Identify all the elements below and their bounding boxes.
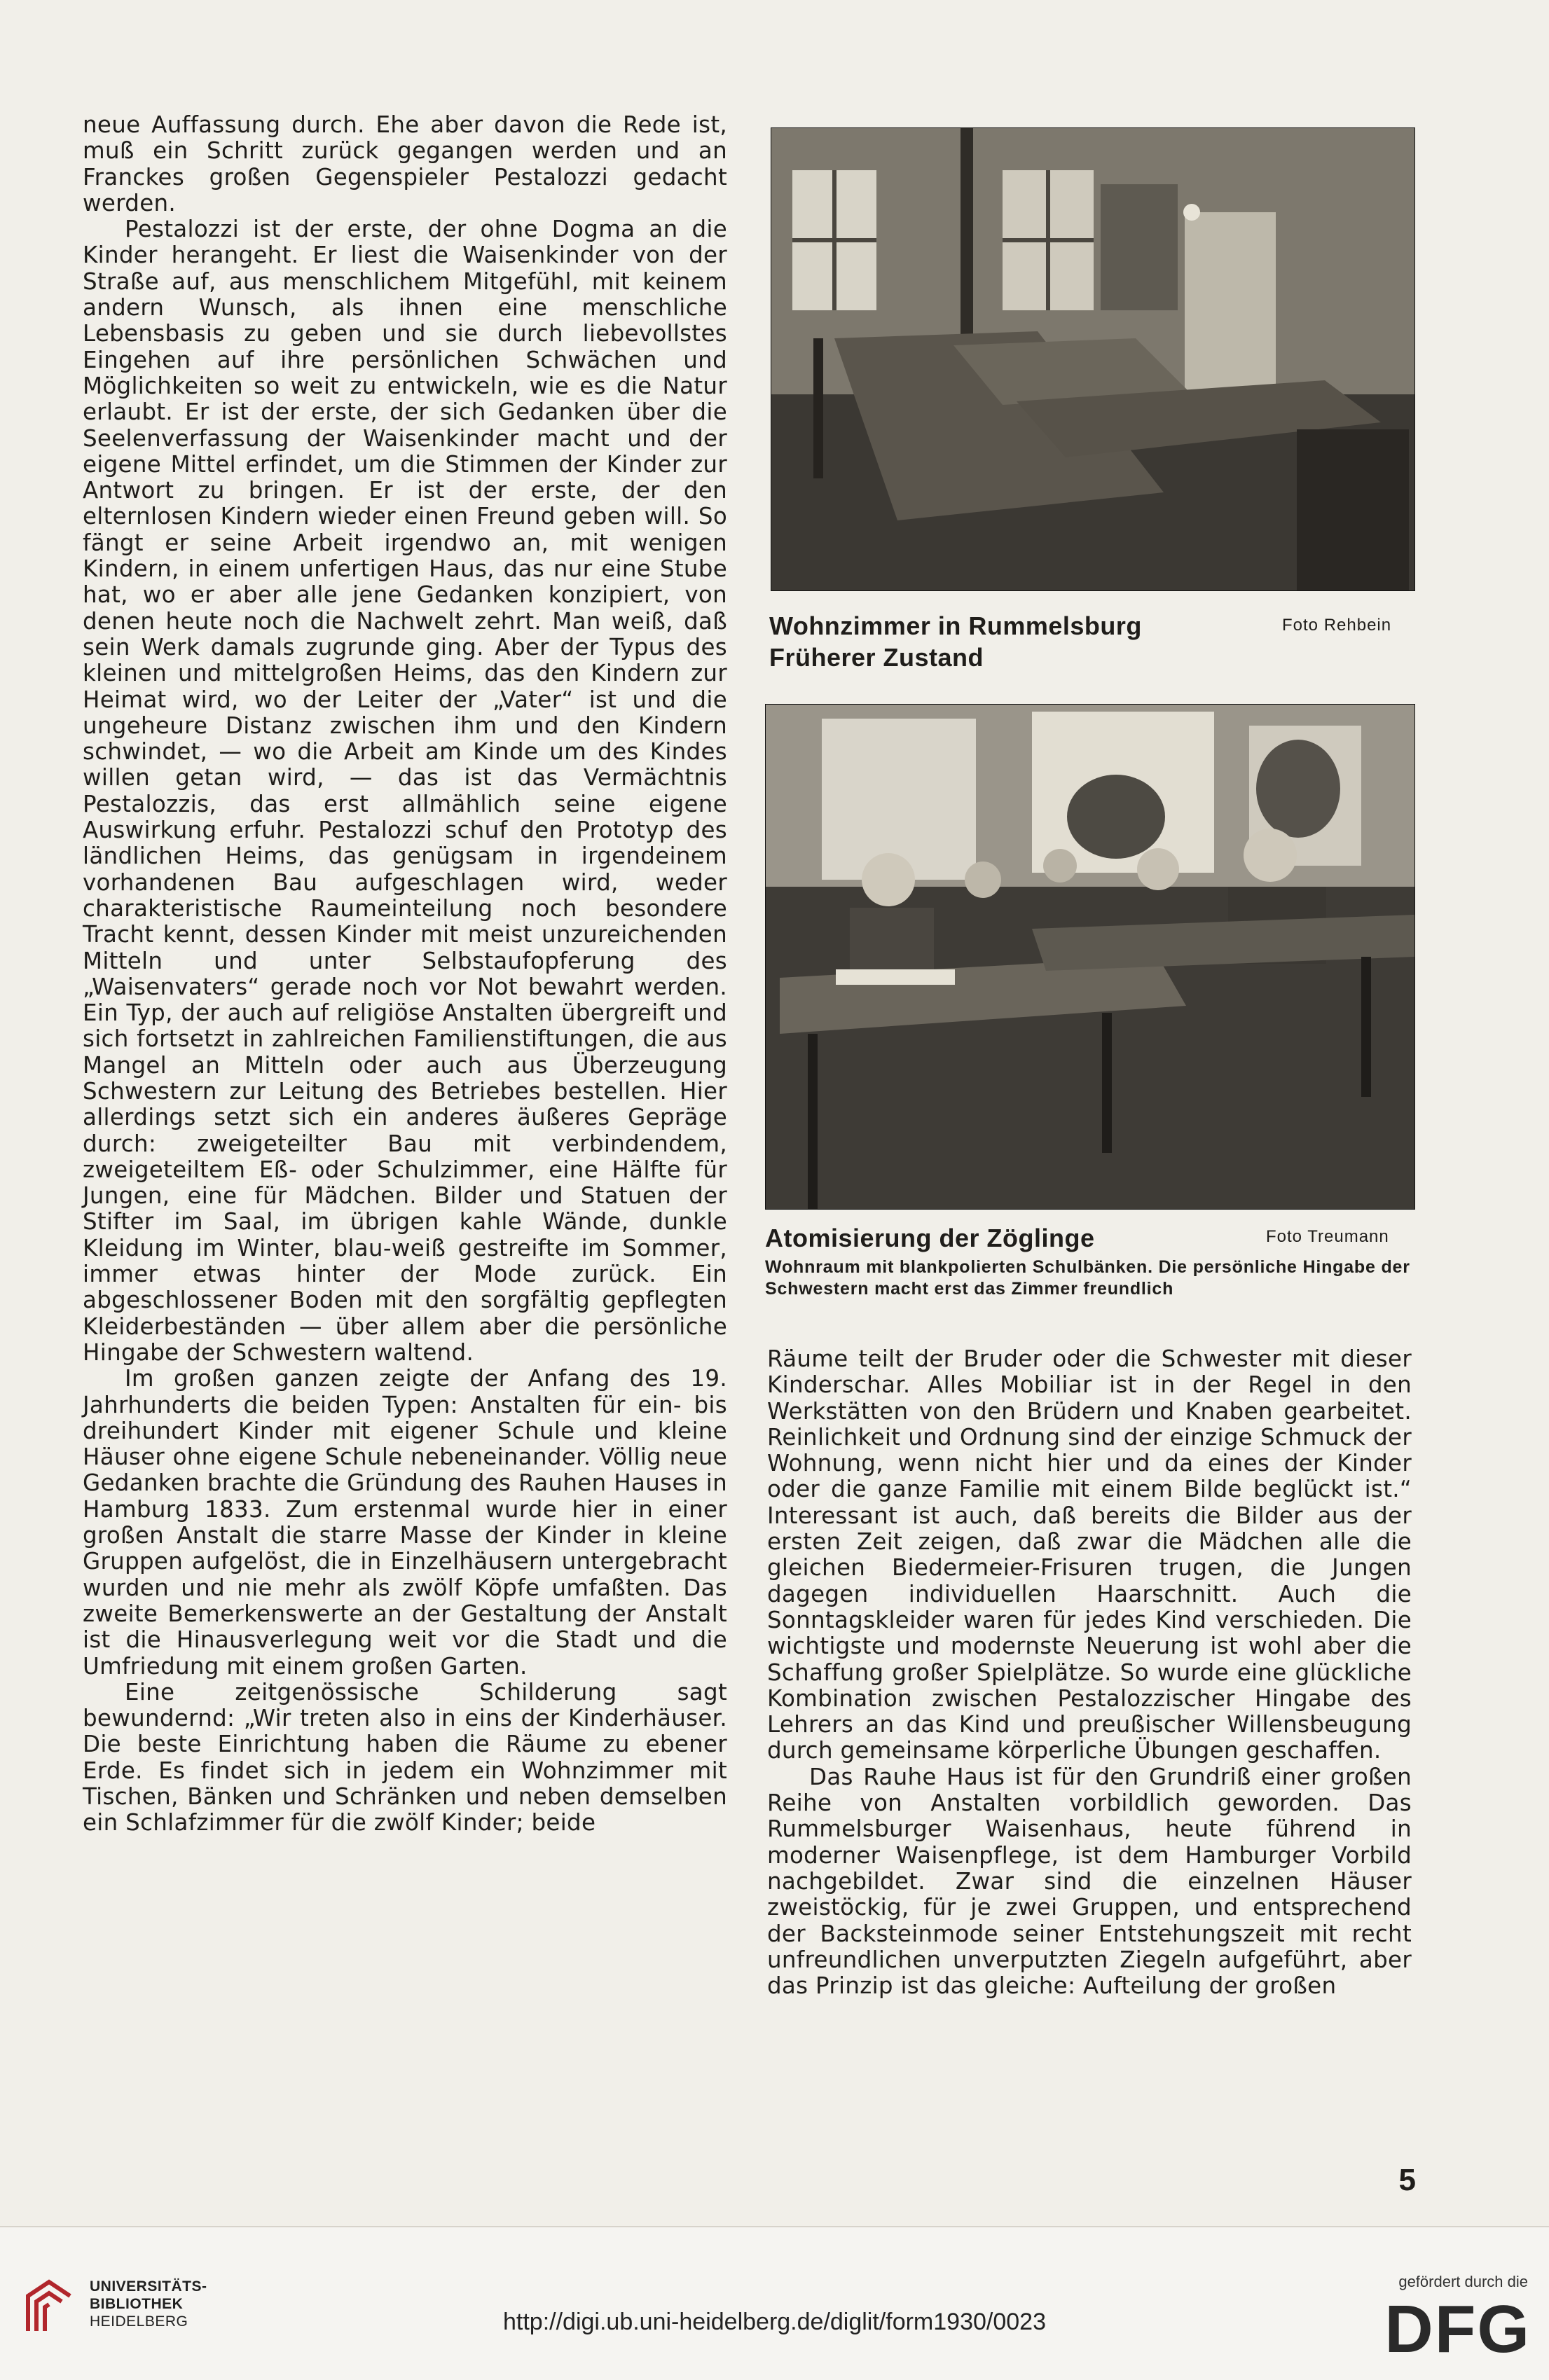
dfg-logo: DFG: [1384, 2292, 1531, 2367]
paragraph: neue Auffassung durch. Ehe aber davon die Rede ist, muß ein Schritt zurück gegangen werden und an Franckes großen Gegenspieler Pestalozzi gedacht werden.: [83, 111, 727, 216]
photo2-credit: Foto Treumann: [1266, 1227, 1389, 1246]
photo1-caption-title: Wohnzimmer in Rummelsburg: [769, 611, 1142, 640]
paragraph: Das Rauhe Haus ist für den Grundriß einer großen Reihe von Anstalten vorbildlich geworden. Das Rummelsburger Waisenhaus, heute führend in moderner Waisenpflege, ist dem Hamburger Vorbild nachgebildet. Zwar sind die einzelnen Häuser zweistöckig, für je zwei Gruppen, und entsprechend der Backsteinmode seiner Entstehungszeit mit recht unfreundlichen unverputzten Ziegeln aufgeführt, aber das Prinzip ist das gleiche: Aufteilung der großen: [767, 1763, 1412, 2000]
paragraph: Räume teilt der Bruder oder die Schwester mit dieser Kinderschar. Alles Mobiliar ist in der Regel in den Werkstätten von den Brüdern und Knaben gearbeitet. Reinlichkeit und Ordnung sind der einzige Schmuck der Wohnung, wenn nicht hier und da eines der Kinder oder die ganze Familie mit einem Bilde beglückt ist.“ Interessant ist auch, daß bereits die Bilder aus der ersten Zeit zeigen, daß zwar die Mädchen alle die gleichen Biedermeier-Frisuren trugen, die Jungen dagegen individuellen Haarschnitt. Auch die Sonntagskleider waren für jedes Kind verschieden. Die wichtigste und modernste Neuerung ist wohl aber die Schaffung großer Spielplätze. So wurde eine glückliche Kombination zwischen Pestalozzischer Hingabe des Lehrers an das Kind und preußischer Willensbeugung durch gemeinsame körperliche Übungen geschaffen.: [767, 1345, 1412, 1764]
library-name-line: HEIDELBERG: [90, 2313, 188, 2330]
library-name-line: UNIVERSITÄTS-: [90, 2278, 207, 2295]
paragraph: Pestalozzi ist der erste, der ohne Dogma an die Kinder herangeht. Er liest die Waisenkinder von der Straße auf, aus menschlichem Mitgefühl, mit keinem andern Wunsch, als ihnen eine menschliche Lebensbasis zu geben und sie durch liebevollstes Eingehen auf ihre persönlichen Schwächen und Möglichkeiten so weit zu entwickeln, wie es die Natur erlaubt. Er ist der erste, der sich Gedanken über die Seelenverfassung der Waisenkinder macht und der eigene Mittel erfindet, um die Stimmen der Kinder zur Antwort zu bringen. Er ist der erste, der den elternlosen Kindern wieder einen Freund geben will. So fängt er seine Arbeit irgendwo an, mit wenigen Kindern, in einem unfertigen Haus, das nur eine Stube hat, wo er aber alle jene Gedanken konzipiert, von denen heute noch die Nachwelt zehrt. Man weiß, daß sein Werk damals zugrunde ging. Aber der Typus des kleinen und mittelgroßen Heims, das den Kindern zur Heimat wird, wo der Leiter der „Vater“ ist und die ungeheure Distanz zwischen ihm und den Kindern schwindet, — wo die Arbeit am Kinde um des Kindes willen getan wird, — das ist das Vermächtnis Pestalozzis, das erst allmählich seine eigene Auswirkung erfuhr. Pestalozzi schuf den Prototyp des ländlichen Heims, das genügsam in irgendeinem vorhandenen Bau aufgeschlagen wird, weder charakteristische Raumeinteilung noch besondere Tracht kennt, dessen Kinder mit meist unzureichenden Mitteln und unter Selbstaufopferung des „Waisenvaters“ gerade noch vor Not bewahrt werden. Ein Typ, der auch auf religiöse Anstalten übergreift und sich fortsetzt in zahlreichen Familienstiftungen, die aus Mangel an Mitteln oder auch aus Überzeugung Schwestern zur Leitung des Betriebes bestellen. Hier allerdings setzt sich ein anderes äußeres Gepräge durch: zweigeteilter Bau mit verbindendem, zweigeteiltem Eß- oder Schulzimmer, eine Hälfte für Jungen, eine für Mädchen. Bilder und Statuen der Stifter im Saal, im übrigen kahle Wände, dunkle Kleidung im Winter, blau-weiß gestreifte im Sommer, immer etwas hinter der Mode zurück. Ein abgeschlossener Boden mit den sorgfältig gepflegten Kleiderbeständen — über allem aber die persönliche Hingabe der Schwestern waltend.: [83, 216, 727, 1366]
photo2-caption-subtitle: Wohnraum mit blankpolierten Schulbänken. Die persönliche Hingabe der Schwestern macht erst das Zimmer freundlich: [765, 1257, 1410, 1299]
photo1-credit: Foto Rehbein: [1282, 616, 1392, 635]
paragraph: Eine zeitgenössische Schilderung sagt bewundernd: „Wir treten also in eins der Kinderhäuser. Die beste Einrichtung haben die Räume zu ebener Erde. Es findet sich in jedem ein Wohnzimmer mit Tischen, Bänken und Schränken und neben demselben ein Schlafzimmer für die zwölf Kinder; beide: [83, 1678, 727, 1836]
photo-living-room: [771, 127, 1415, 591]
digitization-footer: [0, 2227, 1549, 2380]
photo-children-desks-drawing: [766, 705, 1414, 1209]
photo1-caption-subtitle: Früherer Zustand: [769, 643, 984, 672]
digitization-url-link[interactable]: http://digi.ub.uni-heidelberg.de/diglit/form1930/0023: [503, 2309, 1046, 2335]
photo-living-room-drawing: [771, 128, 1414, 590]
funding-note: gefördert durch die: [1398, 2273, 1528, 2290]
left-text-column: [83, 112, 727, 1836]
paragraph: Im großen ganzen zeigte der Anfang des 19. Jahrhunderts die beiden Typen: Anstalten für ein- bis dreihundert Kinder mit eigener Schule und kleine Häuser ohne eigene Schule nebeneinander. Völlig neue Gedanken brachte die Gründung des Rauhen Hauses in Hamburg 1833. Zum erstenmal wurde hier in einer großen Anstalt die starre Masse der Kinder in kleine Gruppen aufgelöst, die in Einzelhäusern untergebracht wurden und nie mehr als zwölf Köpfe umfaßten. Das zweite Bemerkenswerte an der Gestaltung der Anstalt ist die Hinausverlegung weit vor die Stadt und die Umfriedung mit einem großen Garten.: [83, 1365, 727, 1680]
library-name-line: BIBLIOTHEK: [90, 2296, 184, 2312]
page-number: 5: [1398, 2163, 1416, 2197]
photo2-caption-title: Atomisierung der Zöglinge: [765, 1224, 1095, 1252]
photo-children-desks: [765, 704, 1415, 1210]
right-text-column: [767, 1346, 1412, 1999]
